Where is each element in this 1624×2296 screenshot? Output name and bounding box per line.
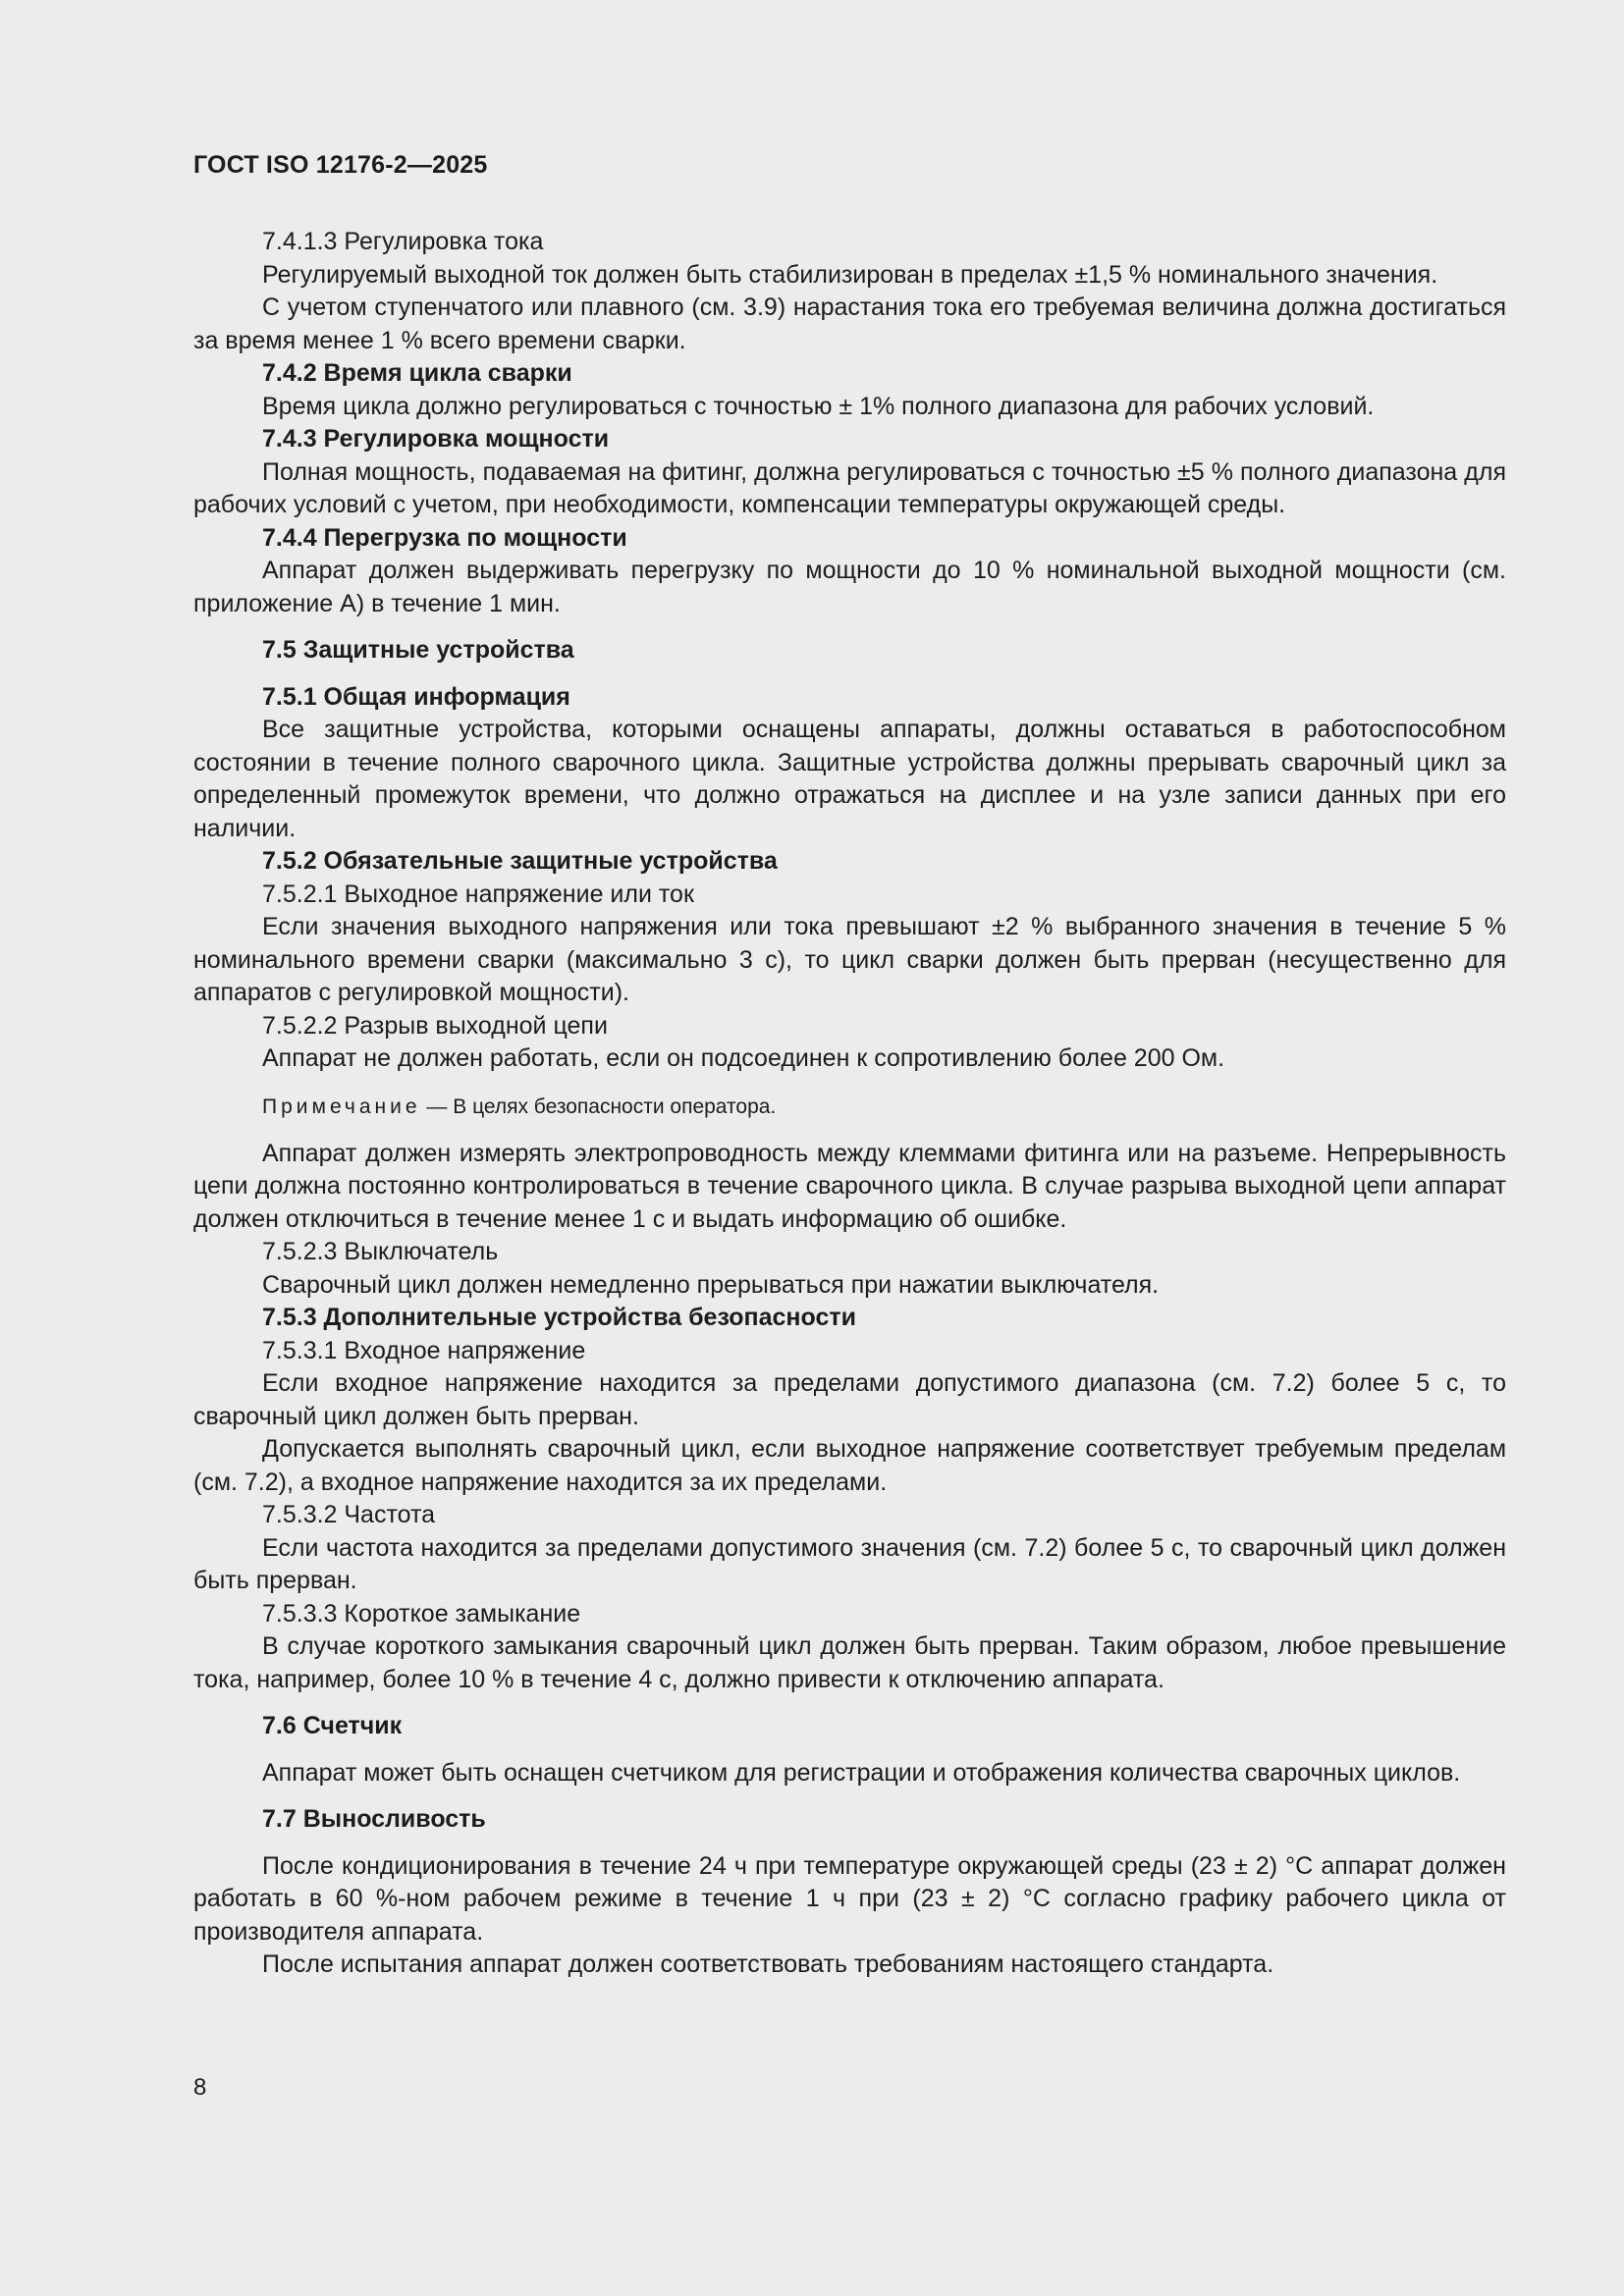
clause-7-5-2-3-heading: 7.5.2.3 Выключатель: [262, 1238, 499, 1265]
clause-7-5-2-1-heading: 7.5.2.1 Выходное напряжение или ток: [262, 880, 694, 908]
clause-7-5-2-2-heading: 7.5.2.2 Разрыв выходной цепи: [262, 1011, 608, 1040]
page-number: 8: [193, 2074, 207, 2101]
section-7-5-heading: 7.5 Защитные устройства: [262, 636, 574, 664]
paragraph: Регулируемый выходной ток должен быть стабилизирован в пределах ±1,5 % номинального значения.: [262, 260, 1438, 289]
clause-7-5-3-2-heading: 7.5.3.2 Частота: [262, 1501, 436, 1528]
paragraph: Все защитные устройства, которыми оснащены аппараты, должны оставаться в работоспособном состоянии в течение полного сварочного цикла. Защитные устройства должны прерывать сварочный цикл за определенный промежуток времени, что должно отражаться на дисплее и на узле записи данных при его наличии.: [193, 716, 1506, 842]
clause-7-5-2-heading: 7.5.2 Обязательные защитные устройства: [262, 847, 778, 875]
clause-7-4-1-3-heading: 7.4.1.3 Регулировка тока: [262, 228, 544, 255]
paragraph: Аппарат не должен работать, если он подсоединен к сопротивлению более 200 Ом.: [262, 1044, 1225, 1072]
paragraph: Если значения выходного напряжения или тока превышают ±2 % выбранного значения в течение 5 % номинального времени сварки (максимально 3 с), то цикл сварки должен быть прерван (несущественно для аппаратов с регулировкой мощности).: [193, 913, 1506, 1006]
clause-7-5-1-heading: 7.5.1 Общая информация: [262, 682, 570, 711]
paragraph: После испытания аппарат должен соответствовать требованиям настоящего стандарта.: [262, 1950, 1274, 1978]
paragraph: Аппарат должен выдерживать перегрузку по мощности до 10 % номинальной выходной мощности (см. приложение А) в течение 1 мин.: [193, 557, 1506, 617]
clause-7-5-3-heading: 7.5.3 Дополнительные устройства безопасности: [262, 1304, 856, 1331]
paragraph: Полная мощность, подаваемая на фитинг, должна регулироваться с точностью ±5 % полного диапазона для рабочих условий с учетом, при необходимости, компенсации температуры окружающей среды.: [193, 457, 1506, 518]
paragraph: Сварочный цикл должен немедленно прерываться при нажатии выключателя.: [262, 1270, 1160, 1299]
paragraph: Если частота находится за пределами допустимого значения (см. 7.2) более 5 с, то сварочный цикл должен быть прерван.: [193, 1533, 1506, 1594]
paragraph: После кондиционирования в течение 24 ч при температуре окружающей среды (23 ± 2) °С аппарат должен работать в 60 %-ном рабочем режиме в течение 1 ч при (23 ± 2) °С согласно графику рабочего цикла от производителя аппарата.: [193, 1851, 1506, 1946]
paragraph: Аппарат должен измерять электропроводность между клеммами фитинга или на разъеме. Непрерывность цепи должна постоянно контролироваться в течение сварочного цикла. В случае разрыва выходной цепи аппарат должен отключиться в течение менее 1 с и выдать информацию об ошибке.: [193, 1139, 1506, 1233]
section-7-7-heading: 7.7 Выносливость: [262, 1805, 486, 1833]
note-label: Примечание: [262, 1095, 421, 1118]
document-page: [193, 147, 1506, 1982]
paragraph: С учетом ступенчатого или плавного (см. 3.9) нарастания тока его требуемая величина должна достигаться за время менее 1 % всего времени сварки.: [193, 294, 1506, 354]
clause-7-5-3-3-heading: 7.5.3.3 Короткое замыкание: [262, 1599, 581, 1628]
paragraph: Допускается выполнять сварочный цикл, если выходное напряжение соответствует требуемым пределам (см. 7.2), а входное напряжение находится за их пределами.: [193, 1435, 1506, 1496]
clause-7-4-4-heading: 7.4.4 Перегрузка по мощности: [262, 523, 627, 552]
paragraph: Аппарат может быть оснащен счетчиком для регистрации и отображения количества сварочных циклов.: [262, 1758, 1461, 1787]
paragraph: Если входное напряжение находится за пределами допустимого диапазона (см. 7.2) более 5 с, то сварочный цикл должен быть прерван.: [193, 1369, 1506, 1430]
paragraph: Время цикла должно регулироваться с точностью ± 1% полного диапазона для рабочих условий.: [262, 392, 1375, 420]
document-body: [193, 226, 1506, 1982]
clause-7-4-2-heading: 7.4.2 Время цикла сварки: [262, 359, 572, 387]
note-text: — В целях безопасности оператора.: [420, 1095, 777, 1118]
clause-7-5-3-1-heading: 7.5.3.1 Входное напряжение: [262, 1336, 586, 1364]
document-header: ГОСТ ISO 12176-2—2025: [193, 151, 488, 179]
note: [193, 1091, 1506, 1123]
paragraph: В случае короткого замыкания сварочный цикл должен быть прерван. Таким образом, любое превышение тока, например, более 10 % в течение 4 с, должно привести к отключению аппарата.: [193, 1632, 1506, 1693]
clause-7-4-3-heading: 7.4.3 Регулировка мощности: [262, 425, 610, 453]
section-7-6-heading: 7.6 Счетчик: [262, 1712, 403, 1739]
